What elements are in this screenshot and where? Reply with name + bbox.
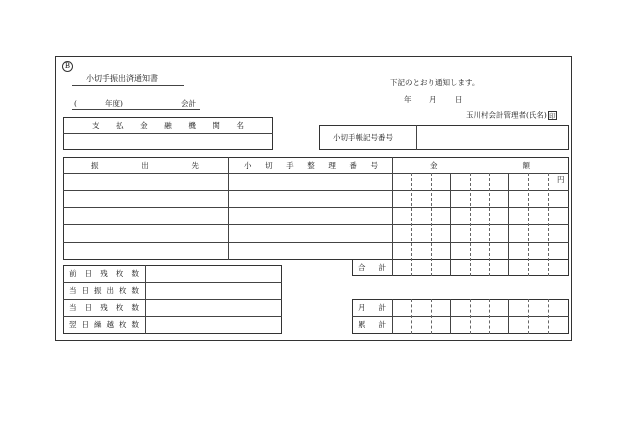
fiscal-underline [72, 109, 200, 110]
main-row-line [63, 242, 569, 243]
count-label-today-remaining: 当 日 残 枚 数 [69, 303, 139, 312]
total-label: 合 計 [358, 263, 386, 272]
col-header-check-number: 小 切 手 整 理 番 号 [244, 161, 378, 170]
currency-unit: 円 [557, 175, 565, 184]
count-row-line [63, 316, 282, 317]
fiscal-open: ( [74, 99, 77, 108]
summary-digit-line [431, 299, 432, 334]
notice-text: 下記のとおり通知します。 [390, 78, 480, 87]
check-book-divider [416, 125, 417, 150]
main-row-line [63, 190, 569, 191]
count-label-carryover: 翌 日 繰 越 枚 数 [69, 320, 139, 329]
date-month: 月 [429, 95, 437, 104]
amount-digit-line [450, 173, 451, 276]
count-row-line [63, 282, 282, 283]
summary-digit-line [489, 299, 490, 334]
count-label-prev-remaining: 前 日 残 枚 数 [69, 269, 139, 278]
col-header-amount: 金 額 [430, 161, 530, 170]
summary-digit-line [508, 299, 509, 334]
form-mark-b: B [62, 61, 73, 72]
amount-digit-line [470, 173, 471, 276]
summary-digit-line [411, 299, 412, 334]
fiscal-year-label: 年度) [105, 99, 123, 108]
col-header-payee: 振 出 先 [91, 161, 199, 170]
manager-label: 玉川村会計管理者(氏名) 印 [466, 110, 556, 120]
summary-digit-line [548, 299, 549, 334]
amount-digit-line [548, 173, 549, 276]
main-row-line [63, 224, 569, 225]
summary-row-line [352, 316, 569, 317]
summary-digit-line [528, 299, 529, 334]
title-underline [72, 85, 184, 86]
amount-digit-line [489, 173, 490, 276]
main-row-line [63, 173, 569, 174]
amount-digit-line [528, 173, 529, 276]
amount-digit-line [431, 173, 432, 276]
summary-digit-line [450, 299, 451, 334]
cumulative-total-label: 累 計 [358, 320, 386, 329]
amount-digit-line [508, 173, 509, 276]
check-book-label: 小切手帳記号番号 [333, 133, 393, 142]
bank-label: 支 払 金 融 機 関 名 [92, 121, 244, 130]
seal-mark: 印 [549, 112, 556, 120]
main-row-line [63, 207, 569, 208]
monthly-total-label: 月 計 [358, 303, 386, 312]
amount-digit-line [411, 173, 412, 276]
form-title: 小切手振出済通知書 [86, 74, 158, 83]
date-day: 日 [455, 95, 463, 104]
count-label-issued-today: 当 日 振 出 枚 数 [69, 286, 139, 295]
summary-digit-line [470, 299, 471, 334]
total-divider [392, 259, 393, 276]
count-row-line [63, 299, 282, 300]
account-label: 会計 [181, 99, 196, 108]
bank-divider [63, 133, 273, 134]
date-year: 年 [404, 95, 412, 104]
